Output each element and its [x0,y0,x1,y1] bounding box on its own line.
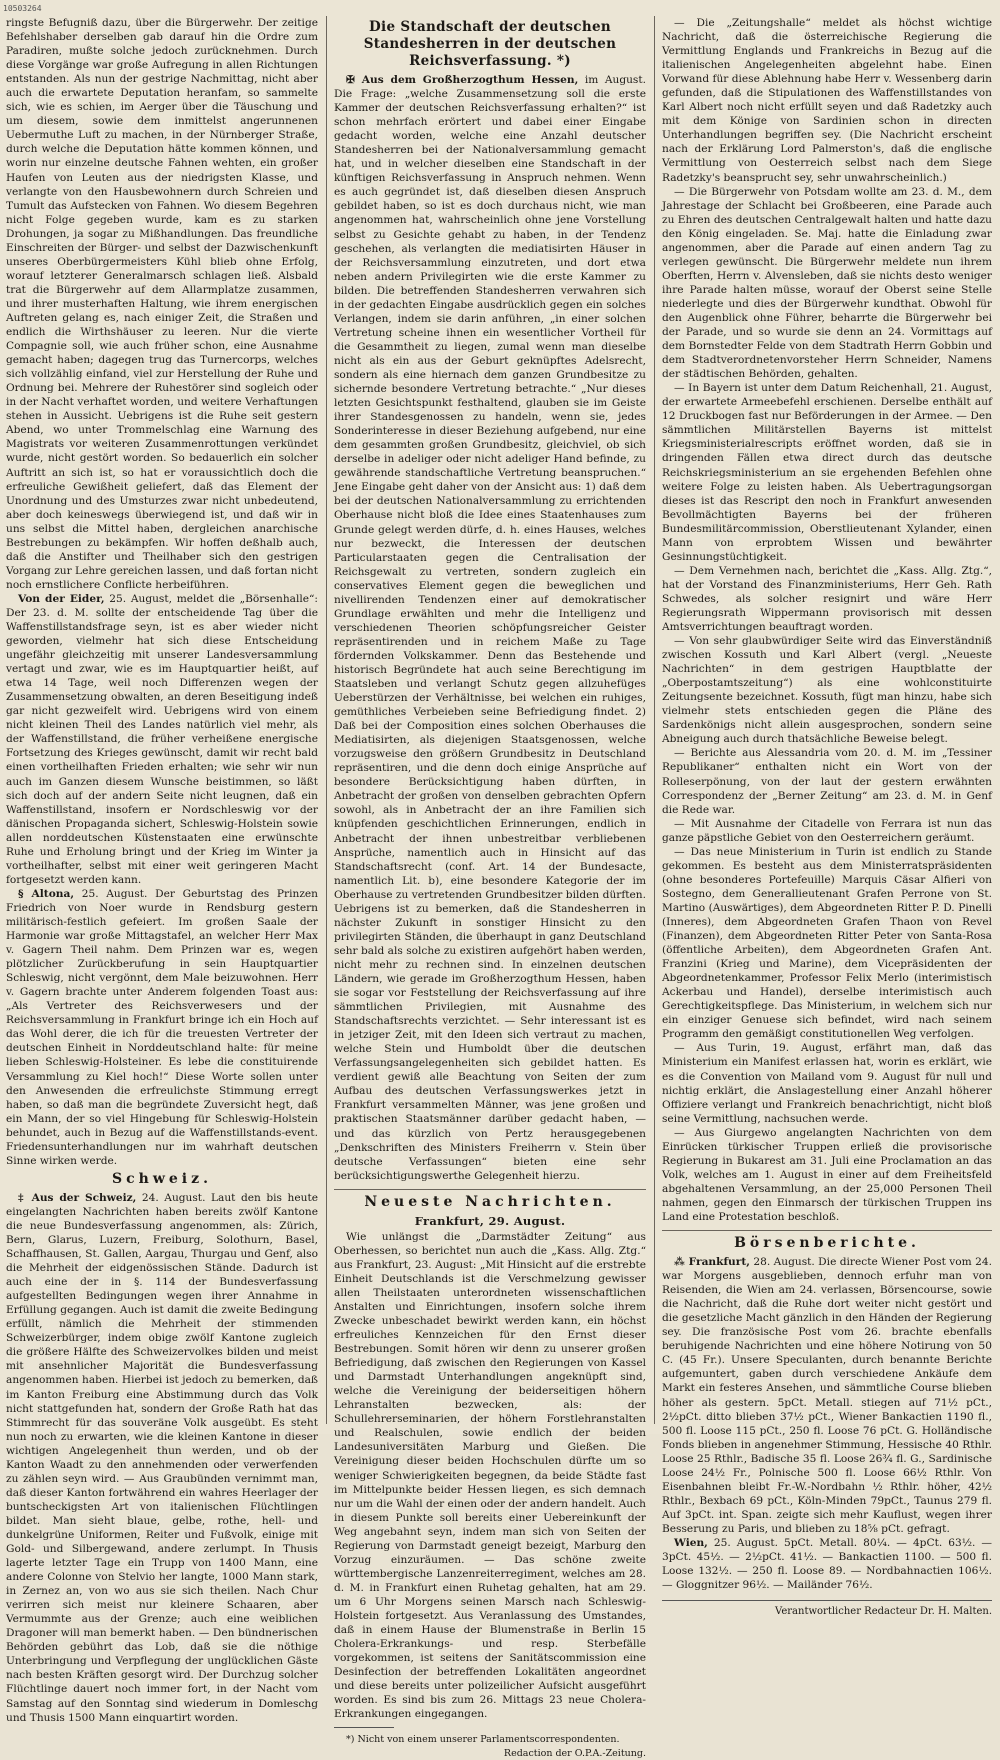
news-item: — Die „Zeitungshalle“ meldet als höchst wichtige Nachricht, daß die österreichische Regierung die Vermittlung Englands und Frankreichs in Bezug auf die italienischen Angelegenheiten abgelehnt habe. Einen Vorwand für diese Ablehnung habe Herr v. Wessenberg darin gefunden, daß die Stipulationen des Waffenstillstandes von Karl Albert noch nicht erfüllt seyen und daß Radetzky auch mit dem Könige von Sardinien schon in directen Unterhandlungen begriffen sey. (Die Nachricht erscheint nach der Erklärung Lord Palmerston's, daß die englische Vermittlung von Oesterreich selbst nach dem Siege Radetzky's beansprucht sey, sehr unwahrscheinlich.) [662,17,992,184]
article-eider [6,592,318,887]
place-heading: § Altona, [18,887,75,900]
place-heading: ‡ Aus der Schweiz, [18,1191,137,1204]
news-item: — Die Bürgerwehr von Potsdam wollte am 23. d. M., dem Jahrestage der Schlacht bei Großbeeren, eine Parade auch zu Ehren des deutschen Centralgewalt halten und hatte dazu den König eingeladen. Se. Maj. hatte die Einladung zwar angenommen, aber die Parade auf einen andern Tag zu verlegen gewünscht. Die Bürgerwehr meldete nun ihrem Oberften, Herrn v. Alvensleben, daß sie nichts desto weniger ihre Parade halten müsse, worauf der Oberst seine Stelle niederlegte und dies der Bürgerwehr kundthat. Obwohl für den Augenblick ohne Führer, beharrte die Bürgerwehr bei der Parade, und so wurde sie denn an 24. Vormittags auf dem Bornstedter Felde von dem Stadtrath Herrn Gobbin und dem Stadtverordnetenvorsteher Herrn Schneider, Namens der städtischen Behörden, gehalten. [662,185,992,381]
market-report-wien [662,1536,992,1592]
section-heading-boersenberichte: Börsenberichte. [734,1235,920,1252]
market-report-frankfurt [662,1255,992,1536]
column-rule-left [326,16,327,1424]
place-heading: Von der Eider, [18,592,105,605]
section-divider [662,1230,992,1231]
article-body: 24. August. Laut den bis heute eingelangten Nachrichten haben bereits zwölf Kantone die neue Bundesverfassung angenommen, als: Zürich, Bern, Glarus, Luzern, Freiburg, Solothurn, Basel, Schaffhausen, St. Gallen, Aargau, Thurgau und Genf, also die Mehrheit der eidgenössischen Stände. Dadurch ist auch eine der in §. 114 der Bundesverfassung aufgestellten Bedingungen wegen ihrer Annahme in Erfüllung gegangen. Auch ist damit die zweite Bedingung erfüllt, nämlich die Mehrheit der stimmenden Schweizerbürger, indem obige zwölf Kantone zugleich die größere Hälfte des Schweizervolkes bilden und meist mit ansehnlicher Majorität die Bundesverfassung angenommen haben. Hierbei ist jedoch zu bemerken, daß im Kanton Freiburg eine Abstimmung durch das Volk nicht stattgefunden hat, sondern der Große Rath hat das Stimmrecht für das souveräne Volk ausgeübt. Es steht nun noch zu erwarten, wie die kleinen Kantone in dieser wichtigen Angelegenheit thun werden, und ob der Kanton Waadt zu den annehmenden oder verwerfenden zu zählen seyn wird. — Aus Graubünden vernimmt man, daß dieser Kanton fortwährend ein wahres Heerlager der buntscheckigsten Art von italienischen Flüchtlingen bildet. Man sieht blaue, gelbe, rothe, hell- und dunkelgrüne Uniformen, Reiter und Fußvolk, einige mit Gold- und Silbergewand, andere zerlumpt. In Thusis lagerte letzter Tage ein Trupp von 1400 Mann, eine andere Colonne von Stelvio her langte, 1000 Mann stark, in Zernez an, von wo aus sie sich theilen. Nach Chur verirren sich meist nur kleinere Schaaren, aber Vermummte aus der Grenze; auch eine weiblichen Dragoner will man bemerkt haben. — Den bündnerischen Behörden gebührt das Lob, daß sie die nöthige Unterbringung und Verpflegung der unglücklichen Gäste nach besten Kräften gesorgt wird. Der Durchzug solcher Flüchtlinge dauert noch immer fort, in der Nacht vom Samstag auf den Sonntag sind wiederum in Domleschg und Thusis 1500 Mann einquartirt worden. [6,1191,318,1724]
article-continuation: ringste Befugniß dazu, über die Bürgerwehr. Der zeitige Befehlshaber derselben gab darauf hin die Ordre zum Paradiren, mußte solche jedoch zurücknehmen. Durch diese Vorgänge war große Aufregung in allen Richtungen entstanden. Als nun der gestrige Nachmittag, nicht aber auch die erwartete Deputation heranfam, so sammelte sich, wie es schien, im Aerger über die Täuschung und um diesem, sowie dem inmittelst angerunnenen Uebermuthe Luft zu machen, in der Nürnberger Straße, durch welche die Deputation hätte kommen können, und worin nur einzelne deutsche Fahnen wehten, ein großer Haufen von Leuten aus der niedrigsten Klasse, und verlangte von den Hausbewohnern durch Schreien und Tumult das Aufstecken von Fahnen. Wo diesem Begehren nicht Folge gegeben wurde, kam es zu starken Drohungen, ja sogar zu Mißhandlungen. Das freundliche Einschreiten der Bürger- und selbst der Dazwischenkunft unseres Oberbürgermeisters Kühl blieb ohne Erfolg, worauf letzterer Generalmarsch schlagen ließ. Alsbald trat die Bürgerwehr auf dem Allarmplatze zusammen, und ihrer musterhaften Haltung, wie ihrem energischen Auftreten gelang es, nach einiger Zeit, die Straßen und endlich die Wirthshäuser zu leeren. Nur die vierte Compagnie soll, wie auch früher schon, eine Ausnahme gemacht haben; dagegen trug das Turnercorps, welches sich vollzählig einfand, viel zur Herstellung der Ruhe und Ordnung bei. Mehrere der Ruhestörer sind sogleich oder in der Nacht verhaftet worden, und weitere Verhaftungen stehen in Aussicht. Uebrigens ist die Ruhe seit gestern Abend, wo unter Trommelschlag eine Warnung des Magistrats vor weiteren Zusammenrottungen verkündet wurde, nicht gestört worden. So bedauerlich ein solcher Auftritt an sich ist, so hat er voraussichtlich doch die erfreuliche Gewißheit geliefert, daß das Element der Unordnung und des Umsturzes zwar nicht unbedeutend, aber doch keineswegs überwiegend ist, und daß wir in uns selbst die Mittel haben, dergleichen anarchische Bestrebungen zu bekämpfen. Wir hoffen deßhalb auch, daß die Anstifter und Theilhaber sich den gestrigen Vorgang zur Lehre gereichen lassen, und daß fortan nicht noch ernstlichere Conflicte herbeiführen. [6,17,318,591]
news-item: — Mit Ausnahme der Citadelle von Ferrara ist nun das ganze päpstliche Gebiet von den Oesterreichern geräumt. [662,817,992,844]
place-heading: ⁂ Frankfurt, [674,1256,750,1269]
article-schweiz [6,1191,318,1725]
column-rule-right [654,16,655,1424]
footnote-rule [334,1727,394,1728]
article-frankfurt: Wie unlängst die „Darmstädter Zeitung“ aus Oberhessen, so berichtet nun auch die „Kass. Allg. Ztg.“ aus Frankfurt, 23. August: „Mit Hinsicht auf die erstrebte Einheit Deutschlands ist die Verschmelzung gewisser allen Theilstaaten unterordneten wissenschaftlichen Anstalten und Einrichtungen, insofern solche ihrem Zwecke unbeschadet bewirkt werden kann, ein höchst erfreuliches Kennzeichen für den Ernst dieser Bestrebungen. Somit hören wir denn zu unserer großen Befriedigung, daß zwischen den Regierungen von Kassel und Darmstadt Unterhandlungen angeknüpft sind, welche die Vereinigung der beiderseitigen höhern Lehranstalten bezwecken, als: der Schullehrerseminarien, der höhern Forstlehranstalten und Realschulen, sowie endlich der beiden Landesuniversitäten Marburg und Gießen. Die Vereinigung dieser beiden Hochschulen dürfte um so weniger Schwierigkeiten begegnen, da beide Städte fast im Mittelpunkte beider Hessen liegen, es sich demnach nur um die Wahl der einen oder der andern handelt. Auch in diesem Punkte soll bereits einer Uebereinkunft der Weg angebahnt seyn, indem man sich von Seiten der Regierung von Darmstadt geneigt bezeigt, Marburg den Vorzug einzuräumen. — Das schöne zweite württembergische Lanzenreiterregiment, welches am 28. d. M. in Frankfurt einen Ruhetag gehalten, hat am 29. um 6 Uhr Morgens seinen Marsch nach Schleswig-Holstein fortgesetzt. Aus Veranlassung des Umstandes, daß in einem Hause der Blumenstraße in Berlin 15 Cholera-Erkrankungs- und resp. Sterbefälle vorgekommen, ist seitens der Sanitätscommission eine Desinfection der betreffenden Lokalitäten angeordnet und diese bereits unter polizeilicher Aufsicht ausgeführt worden. Es sind bis zum 26. Mittags 23 neue Cholera-Erkrankungen eingegangen. [334,1230,646,1721]
article-body: 25. August, meldet die „Börsenhalle“: Der 23. d. M. sollte der entscheidende Tag über die Waffenstillstandsfrage seyn, ist es aber wieder nicht geworden, vielmehr hat sich diese Entscheidung ungefähr gleichzeitig mit unserer Landesversammlung vertagt und zwar, wie es im Hauptquartier heißt, auf etwa 14 Tage, weil noch Differenzen wegen der Zusammensetzung obwalten, an deren Beseitigung indeß gar nicht gezweifelt wird. Uebrigens wird von einem nicht kleinen Theil des Landes natürlich viel mehr, als der Waffenstillstand, die früher verheißene energische Fortsetzung des Krieges gewünscht, damit wir recht bald einen vortheilhaften Frieden erhalten; wie sehr wir nun auch im Ganzen diesem Wunsche beistimmen, so läßt sich doch auf der andern Seite nicht leugnen, daß ein Waffenstillstand, insofern er Nordschleswig vor der dänischen Propaganda sichert, Schleswig-Holstein sowie allen norddeutschen Küstenstaaten eine erwünschte Ruhe und Erholung bringt und der Krieg im Winter ja vortheilhafter, selbst mit einer weit geringeren Macht fortgesetzt werden kann. [6,592,318,886]
footnote: *) Nicht von einem unserer Parlamentscorrespondenten. [346,1734,620,1746]
column-middle [334,16,646,1760]
news-item: — Berichte aus Alessandria vom 20. d. M. im „Tessiner Republikaner“ enthalten nicht ein Wort von der Rolleserpönung, von der laut der gestern erwähnten Correspondenz der „Berner Zeitung“ am 23. d. M. in Genf die Rede war. [662,747,992,816]
section-heading-schweiz: Schweiz. [112,1170,212,1187]
place-heading: ✠ Aus dem Großherzogthum Hessen, [346,74,579,86]
section-divider [334,1189,646,1190]
article-body: 25. August. 5pCt. Metall. 80¼. — 4pCt. 63½. — 3pCt. 45½. — 2½pCt. 41½. — Bankactien 1100. — 500 fl. Loose 132½. — 250 fl. Loose 89. — Nordbahnactien 106½. — Gloggnitzer 96½. — Mailänder 76½. [662,1536,992,1592]
scan-serial-number: 10503264 [3,4,42,13]
article-body: 28. August. Die directe Wiener Post vom 24. war Morgens ausgeblieben, dennoch erfuhr man von Reisenden, die Wien am 24. verlassen, Börsencourse, sowie die Nachricht, daß die Ruhe dort weiter nicht gestört und die gesetzliche Macht gänzlich in den Händen der Regierung sey. Die französische Post vom 26. brachte ebenfalls beruhigende Nachrichten und eine höhere Notirung von 50 C. (45 Fr.). Unsere Speculanten, durch benannte Berichte aufgemuntert, gaben durch verschiedene Ankäufe dem Markt ein festeres Ansehen, und sämmtliche Course blieben höher als gestern. 5pCt. Metall. stiegen auf 71½ pCt., 2½pCt. ditto blieben 37½ pCt., Wiener Bankactien 1190 fl., 500 fl. Loose 115 pCt., 250 fl. Loose 76 pCt. G. Holländische Fonds blieben in angenehmer Stimmung, Hessische 40 Rthlr. Loose 25 Rthlr., Badische 35 fl. Loose 26¾ fl. G., Sardinische Loose 24½ Fr., Polnische 500 fl. Loose 66½ Rthlr. Von Eisenbahnen bleibt Fr.-W.-Nordbahn ½ Rthlr. höher, 42½ Rthlr., Bexbach 69 pCt., Köln-Minden 79pCt., Taunus 279 fl. Auf 3pCt. int. Span. zeigte sich mehr Kauflust, wegen ihrer Besserung zu Paris, und blieben zu 18⅝ pCt. gefragt. [662,1256,992,1535]
dateline: Frankfurt, 29. August. [414,1213,566,1228]
article-altona [6,887,318,1168]
place-heading: Wien, [674,1536,708,1549]
article-standschaft [334,73,646,1183]
redaction-credit: Redaction der O.P.A.-Zeitung. [503,1748,646,1760]
news-item: — Aus Giurgewo angelangten Nachrichten von dem Einrücken türkischer Truppen erließ die provisorische Regierung in Bukarest am 31. Juli eine Proclamation an das Volk, welches am 1. August in einer auf dem Freiheitsfeld abgehaltenen Versammlung, an der 25,000 Personen Theil nahmen, gegen den Einmarsch der türkischen Truppen ins Land eine Protestation beschloß. [662,1126,992,1223]
news-item: — Dem Vernehmen nach, berichtet die „Kass. Allg. Ztg.“, hat der Vorstand des Finanzministeriums, Herr Geh. Rath Schwedes, als solcher resignirt und wäre Herr Regierungsrath Wippermann provisorisch mit dessen Amtsverrichtungen beauftragt worden. [662,564,992,634]
news-item: — Das neue Ministerium in Turin ist endlich zu Stande gekommen. Es besteht aus dem Ministerratspräsidenten (ohne besonderes Portefeuille) Marquis Cäsar Alfieri von Sostegno, dem Generallieutenant Grafen Perrone von St. Martino (Auswärtiges), dem Abgeordneten Ritter P. D. Pinelli (Inneres), dem Abgeordneten Grafen Thaon von Revel (Finanzen), dem Abgeordneten Ritter Peter von Santa-Rosa (öffentliche Arbeiten), dem Abgeordneten Grafen Ant. Franzini (Krieg und Marine), dem Vicepräsidenten der Abgeordnetenkammer, Professor Felix Merlo (interimistisch Ackerbau und Handel), derselbe interimistisch auch Gerechtigkeitspflege. Das Ministerium, in welchem sich nur ein einziger Genuese sich befindet, wird nach seinem Programm den gemäßigt constitutionellen Weg verfolgen. [662,845,992,1041]
column-left [6,16,319,1724]
section-heading-neueste-nachrichten: Neueste Nachrichten. [364,1193,616,1210]
article-body: 25. August. Der Geburtstag des Prinzen Friedrich von Noer wurde in Rendsburg gestern militärisch-festlich gefeiert. Im großen Saale der Harmonie war große Mittagstafel, an welcher Herr Max v. Gagern Theil nahm. Dem Prinzen war es, wegen plötzlicher Zurückberufung in sein Hauptquartier Schleswig, nicht vergönnt, dem Male beizuwohnen. Herr v. Gagern brachte unter Anderem folgenden Toast aus: „Als Vertreter des Reichsverwesers und der Reichsversammlung in Frankfurt bringe ich ein Hoch auf das Wohl derer, die ich für die treuesten Vertreter der deutschen Einheit in Norddeutschland halte: für meine lieben Schleswig-Holsteiner. Es lebe die constituirende Versammlung zu Kiel hoch!“ Diese Worte sollen unter den Anwesenden die erfreulichste Stimmung erregt haben, so daß man die begründete Zuversicht hegt, daß ein Mann, der so viel Hingebung für Schleswig-Holstein behundet, auch in Bezug auf die Waffenstillstands-event. Friedensunterhandlungen nur im wahrhaft deutschen Sinne wirken werde. [6,887,319,1167]
editor-signature: Verantwortlicher Redacteur Dr. H. Malten. [662,1600,992,1619]
section-heading-standschaft: Die Standschaft der deutschen Standesherren in der deutschen Reichsverfassung. *) [363,19,617,69]
news-item: — Von sehr glaubwürdiger Seite wird das Einverständniß zwischen Kossuth und Karl Albert (vergl. „Neueste Nachrichten“ in dem gestrigen Hauptblatte der „Oberpostamtszeitung“) als eine wohlconstituirte Zeitungsente bezeichnet. Kossuth, fügt man hinzu, habe sich vielmehr stets entschieden gegen die Pläne des Sardenkönigs nicht allein ausgesprochen, sondern seine Abneigung auch durch thatsächliche Beweise belegt. [662,635,992,746]
column-right [662,16,992,1618]
article-body: im August. Die Frage: „welche Zusammensetzung soll die erste Kammer der deutschen Reichsverfassung erhalten?“ ist schon mehrfach erörtert und dabei einer Eingabe gedacht worden, welche eine Anzahl deutscher Standesherren bei der Nationalversammlung gemacht hat, und in welcher dieselben eine Standschaft in der künftigen Reichsverfassung in Anspruch nehmen. Wenn es auch gegründet ist, daß dieselben diesen Anspruch gebildet haben, so ist es doch durchaus nicht, wie man angenommen hat, wahrscheinlich ohne jene Vorstellung selbst zu Gesichte gehabt zu haben, in der Tendenz geschehen, als verlangten die mediatisirten Häuser in der Reichsversammlung einzutreten, und dort etwa neben andern Privilegirten wie die erste Kammer zu bilden. Die betreffenden Standesherren verwahren sich in der gedachten Eingabe ausdrücklich gegen ein solches Verlangen, indem sie darin anführen, „in einer solchen Vertretung scheine ihnen ein wesentlicher Vortheil für die Gesammtheit zu liegen, zumal wenn man dieselbe nicht als ein aus der Geburt geknüpftes Adelsrecht, sondern als eine hiernach dem ganzen Grundbesitze zu sichernde besondere Vertretung betrachte.“ „Nur dieses letzten Gesichtspunkt festhaltend, glauben sie im Geiste ihrer Standesgenossen zu handeln, wenn sie, jedes Sonderinteresse in dieser Beziehung aufgebend, nur eine dem gesammten großen Grundbesitz, gleichviel, ob sich derselbe in adeliger oder nicht adeliger Hand befinde, zu gewährende standschaftliche Vertretung beanspruchen.“ Jene Eingabe geht daher von der Ansicht aus: 1) daß dem bei der deutschen Nationalversammlung zu errichtenden Oberhause nicht bloß die Idee eines Staatenhauses zum Grunde gelegt werden dürfe, d. h. eines Hauses, welches nur bezweckt, die Interessen der deutschen Particularstaaten gegen die Centralisation der Reichsgewalt zu vertreten, sondern zugleich ein conservatives Element gegen die beweglichen und nivellirenden Tendenzen einer auf demokratischer Grundlage erwählten und mehr die Intelligenz und verschiedenen Theorien schöpfungsreicher Geister repräsentirenden und in reichem Maße zu Tage fördernden Volkskammer. Denn das Bestehende und historisch Begründete hat auch seine Berechtigung im Staatsleben und verlangt Schutz gegen allzuhefüges Ueberstürzen der Verhältnisse, bei welchen ein ruhiges, gemüthliches Verbeieben seine Befriedigung findet. 2) Daß bei der Composition eines solchen Oberhauses die Mediatisirten, als diejenigen Staatsgenossen, welche vorzugsweise den größern Grundbesitz in Deutschland repräsentiren, und die denn doch einige Ansprüche auf besondere Berücksichtigung haben dürften, in Anbetracht der großen von denselben gebrachten Opfern sowohl, als in Anbetracht der an ihre Familien sich knüpfenden geschichtlichen Erinnerungen, endlich in Anbetracht der ihnen unbestreitbar verbliebenen Ansprüche, namentlich auch in Hinsicht auf das Standschaftsrecht (conf. Art. 14 der Bundesacte, namentlich Lit. b), eine besondere Kategorie der im Oberhause zu vertretenden Grundbesitzer bilden dürften. Uebrigens ist zu bemerken, daß die Standesherren in nächster Zukunft in sonstiger Hinsicht zu den privilegirten Ständen, die überhaupt in ganz Deutschland sehr bald als solche zu existiren aufgehört haben werden, nicht mehr zu rechnen sind. In einzelnen deutschen Ländern, wie gerade im Großherzogthum Hessen, haben sie sogar vor Feststellung der Reichsverfassung auf ihre sämmtlichen Privilegien, mit Ausnahme des Standschaftsrechts verzichtet. — Sehr interessant ist es in jetziger Zeit, mit den Ideen sich vertraut zu machen, welche Stein und Humboldt über die deutschen Verfassungsangelegenheiten sich gebildet hatten. Es verdient gewiß alle Beachtung von Seiten der zum Aufbau des deutschen Verfassungswerkes jetzt in Frankfurt versammelten Männer, was jene großen und praktischen Staatsmänner darüber gedacht haben, — und das kürzlich von Pertz herausgegebenen „Denkschriften des Ministers Freiherrn v. Stein über deutsche Verfassungen“ bieten eine sehr berücksichtigungswerthe Gelegenheit hierzu. [334,74,646,1182]
news-item: — Aus Turin, 19. August, erfährt man, daß das Ministerium ein Manifest erlassen hat, worin es erklärt, wie es die Convention von Mailand vom 9. August für null und nichtig erklärt, die Anslagestellung einer Anzahl höherer Offiziere verlangt und Frankreich benachrichtigt, nicht bloß seine Vermittlung, nachsuchen werde. [662,1042,992,1125]
news-item: — In Bayern ist unter dem Datum Reichenhall, 21. August, der erwartete Armeebefehl erschienen. Derselbe enthält auf 12 Druckbogen fast nur Beförderungen in der Armee. — Den sämmtlichen Militärstellen Bayerns ist mittelst Kriegsministerialrescripts eröffnet worden, daß sie in dringenden Fällen etwa direct durch das deutsche Reichskriegsministerium an sie ergehenden Befehlen ohne weitere Folge zu leisten haben. Als Uebertragungsorgan dieses ist das Rescript den noch in Frankfurt anwesenden Bevollmächtigten Bayerns bei der früheren Bundesmilitärcommission, Oberstlieutenant Xylander, einen Mann von erprobtem Wissen und bewährter Gesinnungstüchtigkeit. [662,382,992,563]
